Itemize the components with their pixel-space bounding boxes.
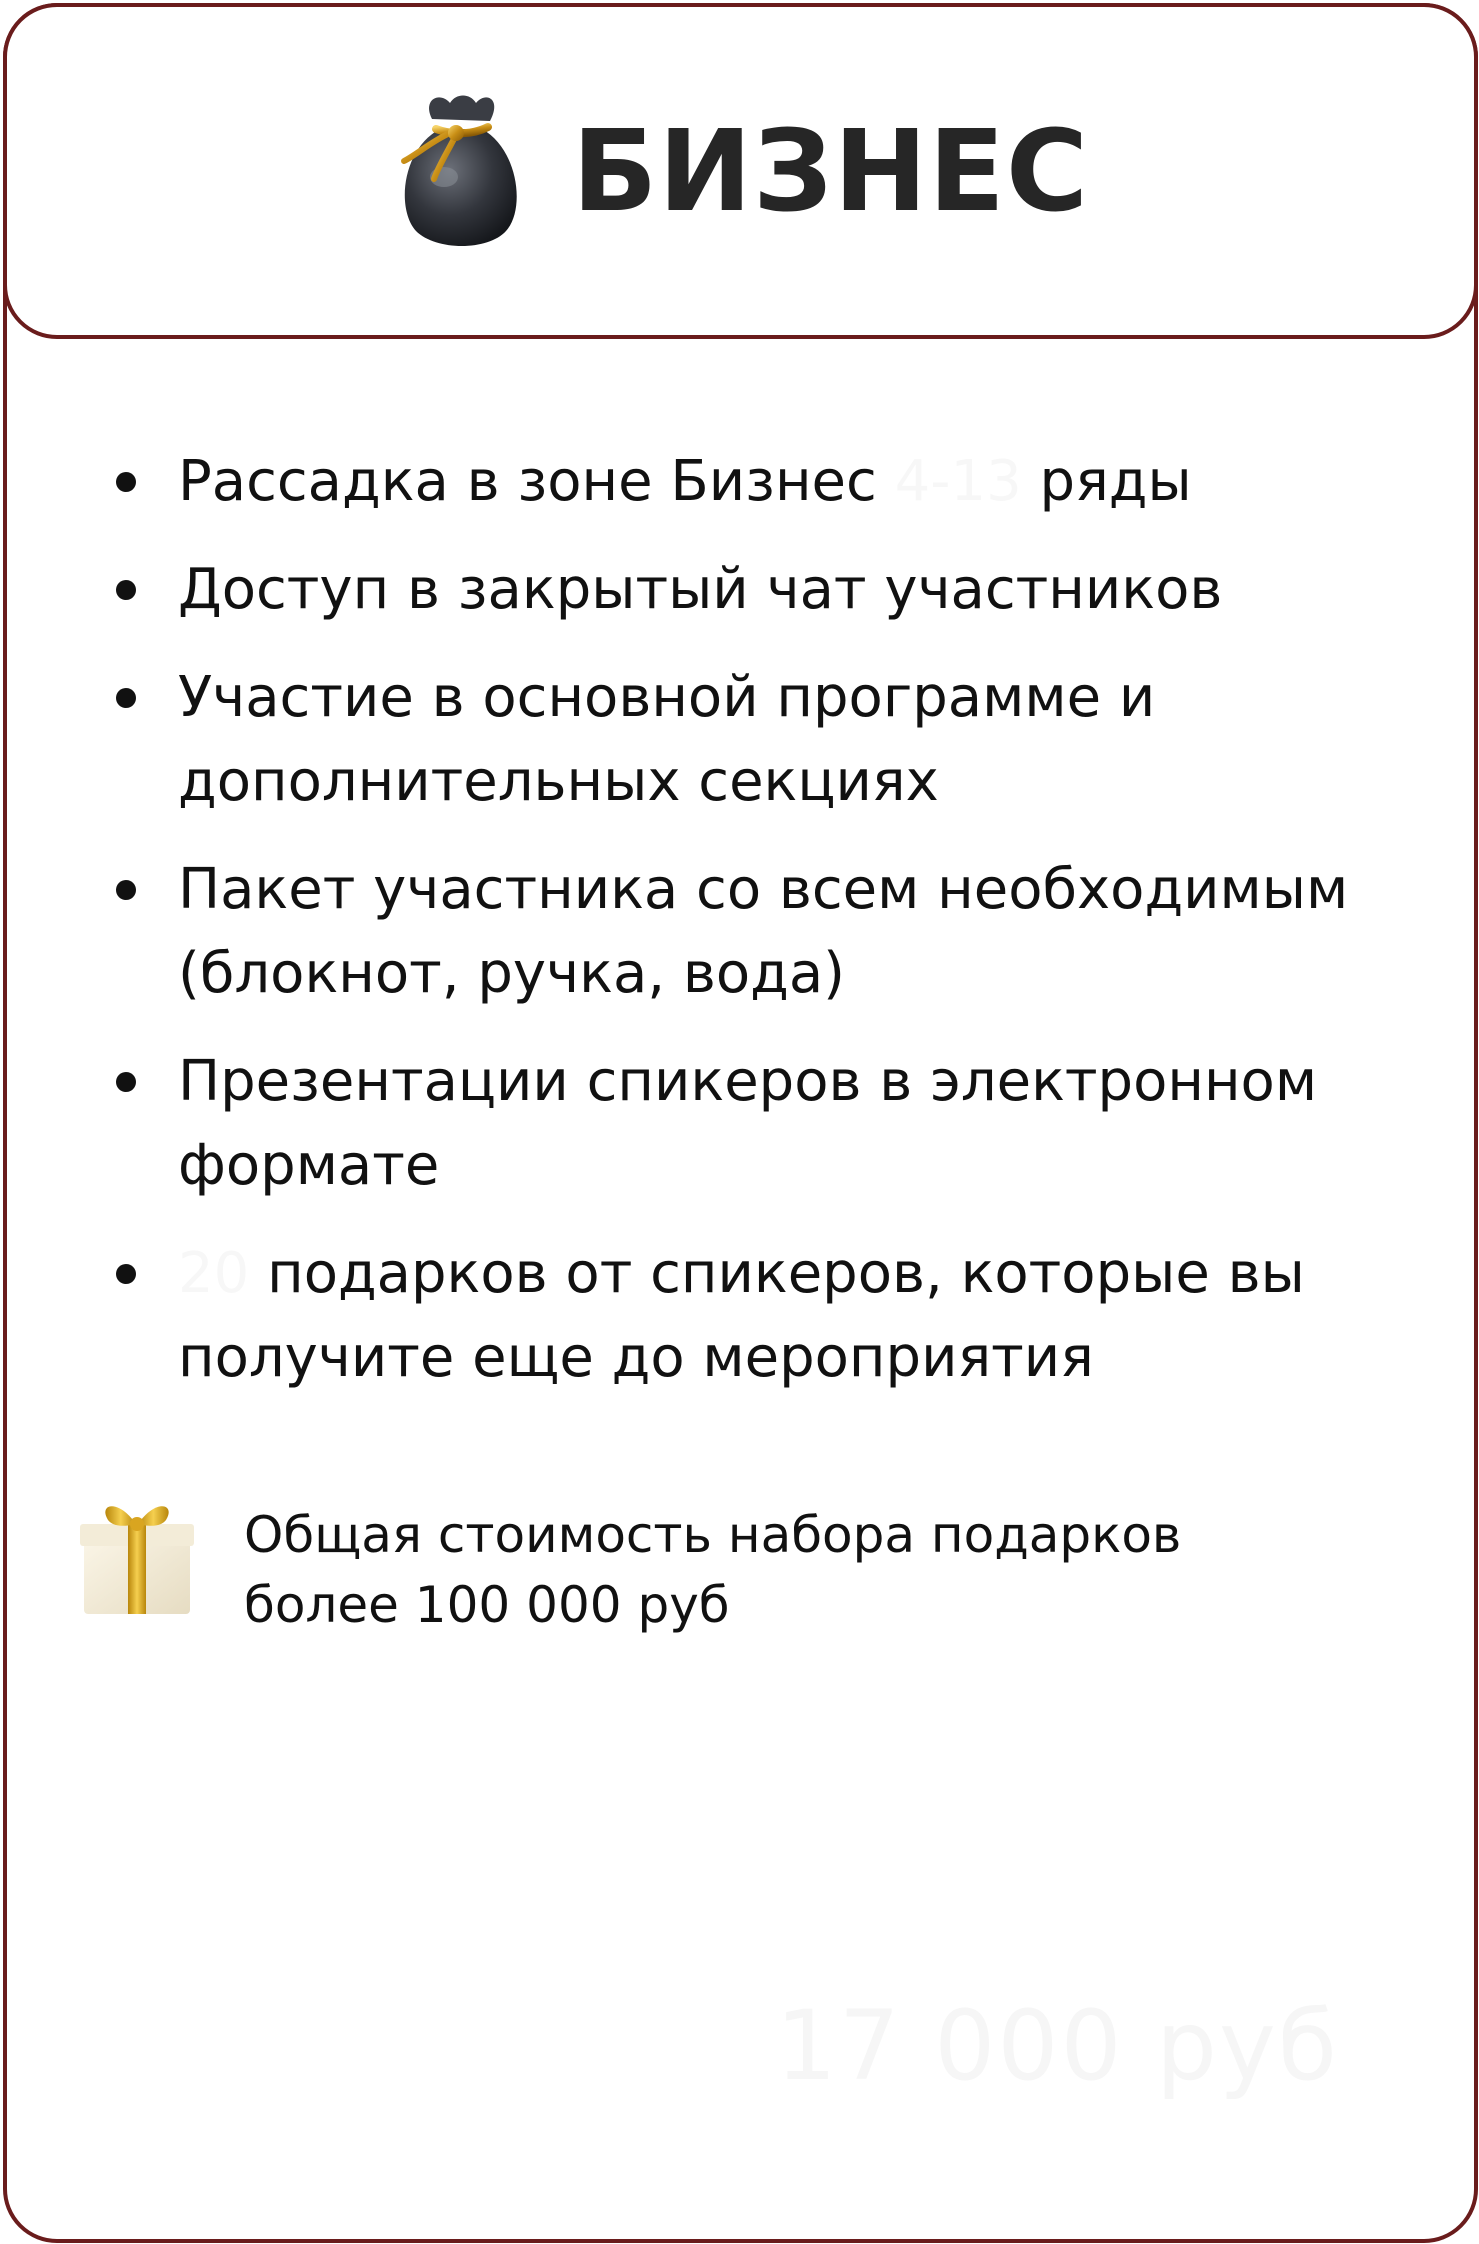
feature-item: [112, 1040, 1352, 1208]
feature-text: подарков от спикеров, которые вы получите еще до мероприятия: [178, 1241, 1305, 1390]
price-label: 17 000 руб: [775, 1990, 1339, 2102]
feature-item: [112, 440, 1352, 524]
plan-title: БИЗНЕС: [571, 107, 1090, 237]
gift-note-line: более 100 000 руб: [244, 1576, 730, 1634]
gift-note-text: [244, 1500, 1181, 1640]
feature-item: [112, 656, 1352, 824]
bullet-icon: [116, 1264, 136, 1284]
bullet-icon: [116, 580, 136, 600]
feature-text-suffix: ряды: [1039, 449, 1192, 514]
gift-note: [78, 1494, 1181, 1640]
feature-item: [112, 548, 1352, 632]
feature-text: Презентации спикеров в электронном формате: [178, 1049, 1318, 1198]
feature-item: [112, 848, 1352, 1016]
gift-box-icon: [78, 1494, 196, 1618]
bullet-icon: [116, 472, 136, 492]
feature-text: Пакет участника со всем необходимым (блокнот, ручка, вода): [178, 857, 1349, 1006]
money-bag-icon: [392, 89, 528, 249]
bullet-icon: [116, 688, 136, 708]
feature-text: Участие в основной программе и дополнительных секциях: [178, 665, 1156, 814]
feature-list: [112, 440, 1352, 1424]
plan-header: [3, 3, 1478, 339]
bullet-icon: [116, 1072, 136, 1092]
bullet-icon: [116, 880, 136, 900]
feature-item: [112, 1232, 1352, 1400]
gift-note-line: Общая стоимость набора подарков: [244, 1506, 1182, 1564]
feature-text: Доступ в закрытый чат участников: [178, 557, 1223, 622]
feature-ghost-text: 20: [178, 1241, 250, 1306]
feature-ghost-text: 4-13: [894, 449, 1022, 514]
feature-text: Рассадка в зоне Бизнес: [178, 449, 877, 514]
